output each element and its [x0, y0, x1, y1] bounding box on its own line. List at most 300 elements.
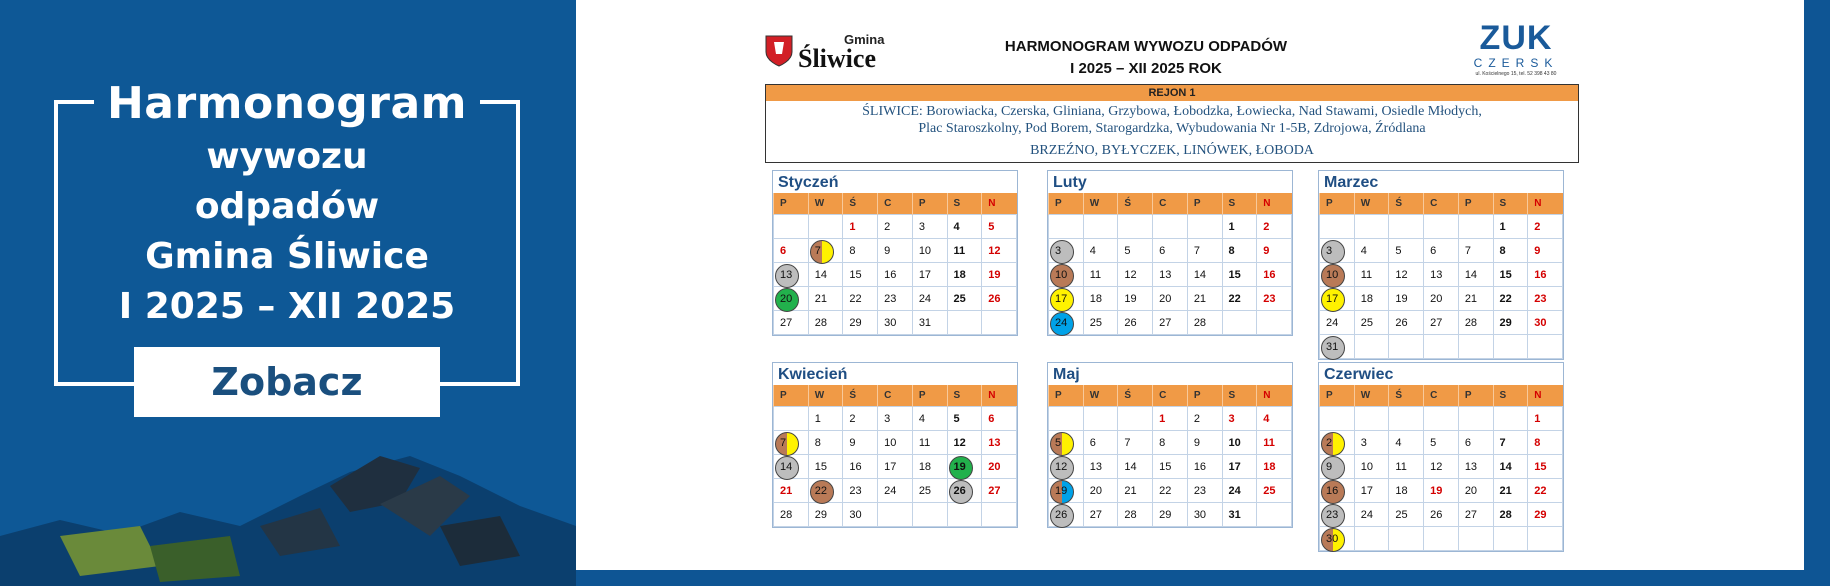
weekday-header: Ś [843, 193, 878, 215]
day-number: 5 [988, 220, 995, 233]
day-number: 23 [1534, 292, 1547, 305]
day-cell [1118, 455, 1153, 479]
day-cell [1049, 479, 1084, 503]
day-number: 22 [814, 484, 827, 497]
day-number: 23 [849, 484, 862, 497]
day-cell [1528, 215, 1563, 239]
day-cell [947, 263, 982, 287]
day-cell [808, 431, 843, 455]
day-cell [1424, 263, 1459, 287]
weekday-header: C [878, 193, 913, 215]
day-cell [878, 287, 913, 311]
day-cell [1118, 503, 1153, 527]
day-number: 18 [1360, 292, 1373, 305]
day-cell [1083, 263, 1118, 287]
day-number: 12 [988, 244, 1001, 257]
day-cell [1257, 479, 1292, 503]
day-number: 4 [953, 220, 960, 233]
day-cell [1222, 407, 1257, 431]
day-cell [912, 407, 947, 431]
weekday-header: W [808, 193, 843, 215]
day-cell [1458, 431, 1493, 455]
month-table [1048, 193, 1292, 335]
day-cell [808, 311, 843, 335]
day-number: 26 [1430, 508, 1443, 521]
weekday-header: P [1458, 385, 1493, 407]
weekday-header: P [774, 385, 809, 407]
day-cell [1458, 407, 1493, 431]
day-cell [1528, 311, 1563, 335]
day-number: 5 [1124, 244, 1131, 257]
day-number: 15 [1534, 460, 1547, 473]
day-cell [1049, 503, 1084, 527]
day-number: 25 [1089, 316, 1102, 329]
day-cell [1493, 479, 1528, 503]
day-number: 17 [1055, 292, 1068, 305]
day-cell [1320, 455, 1355, 479]
day-number: 20 [988, 460, 1001, 473]
day-cell [1354, 527, 1389, 551]
day-number: 10 [1055, 268, 1068, 281]
day-number: 18 [1089, 292, 1102, 305]
day-number: 19 [1124, 292, 1137, 305]
weekday-header: W [1354, 385, 1389, 407]
weekday-header: C [1153, 385, 1188, 407]
day-number: 31 [918, 316, 932, 329]
day-cell [843, 311, 878, 335]
day-number: 13 [1159, 268, 1172, 281]
day-cell [774, 215, 809, 239]
day-cell [1083, 503, 1118, 527]
day-cell [1424, 311, 1459, 335]
month-table [1048, 385, 1292, 527]
day-number: 16 [1326, 484, 1339, 497]
day-cell [1389, 311, 1424, 335]
day-number: 24 [1326, 316, 1339, 329]
day-cell [774, 263, 809, 287]
day-cell [808, 455, 843, 479]
day-number: 7 [780, 436, 787, 449]
day-cell [1493, 287, 1528, 311]
day-number: 30 [1534, 316, 1547, 329]
weekday-header: S [1222, 193, 1257, 215]
day-number: 8 [1534, 436, 1541, 449]
day-cell [1354, 455, 1389, 479]
day-number: 7 [1499, 436, 1506, 449]
day-number: 21 [1464, 292, 1478, 305]
day-number: 16 [884, 268, 897, 281]
day-number: 24 [884, 484, 897, 497]
day-number: 5 [1055, 436, 1062, 449]
day-number: 23 [884, 292, 897, 305]
day-number: 20 [1464, 484, 1478, 497]
day-cell [1424, 527, 1459, 551]
day-cell [1493, 263, 1528, 287]
collection-marker [1050, 432, 1074, 456]
weekday-header: N [1257, 385, 1292, 407]
day-number: 25 [1360, 316, 1373, 329]
streets-line-2: Plac Staroszkolny, Pod Borem, Starogardzka, Wybudowania Nr 1-5B, Zdrojowa, Źródlana [918, 121, 1426, 136]
day-cell [1118, 263, 1153, 287]
day-number: 8 [1228, 244, 1235, 257]
day-cell [1424, 455, 1459, 479]
region-streets [766, 101, 1578, 139]
day-number: 6 [988, 412, 995, 425]
day-number: 27 [780, 316, 793, 329]
crest-icon [764, 34, 794, 68]
weekday-header: P [1458, 193, 1493, 215]
day-number: 25 [1395, 508, 1408, 521]
day-number: 19 [988, 268, 1001, 281]
month-calendar [772, 170, 1018, 336]
region-villages: BRZEŹNO, BYŁYCZEK, LINÓWEK, ŁOBODA [1030, 143, 1314, 158]
day-cell [1320, 407, 1355, 431]
day-cell [1458, 527, 1493, 551]
day-number: 12 [953, 436, 966, 449]
day-cell [1083, 407, 1118, 431]
collection-marker [1050, 240, 1074, 264]
day-cell [1354, 335, 1389, 359]
day-number: 29 [849, 316, 862, 329]
day-cell [1153, 239, 1188, 263]
day-cell [1118, 239, 1153, 263]
day-cell [1320, 215, 1355, 239]
weekday-header: P [1320, 385, 1355, 407]
weekday-header: S [1222, 385, 1257, 407]
day-number: 16 [1193, 460, 1207, 473]
day-number: 18 [1263, 460, 1276, 473]
day-number: 21 [1124, 484, 1137, 497]
day-number: 2 [1263, 220, 1270, 233]
day-cell [1187, 287, 1222, 311]
day-number: 4 [1089, 244, 1096, 257]
day-number: 23 [1263, 292, 1276, 305]
collection-marker [775, 432, 799, 456]
day-cell [1083, 311, 1118, 335]
day-cell [843, 455, 878, 479]
day-cell [1389, 239, 1424, 263]
day-cell [1493, 503, 1528, 527]
month-calendar [1318, 362, 1564, 552]
day-number: 13 [1089, 460, 1102, 473]
document-title [956, 36, 1336, 80]
day-number: 4 [1395, 436, 1402, 449]
weekday-header: W [1354, 193, 1389, 215]
day-cell [1222, 215, 1257, 239]
day-number: 13 [1464, 460, 1478, 473]
day-cell [1049, 215, 1084, 239]
day-cell [1528, 335, 1563, 359]
logo-sliwice-text: Śliwice [798, 44, 876, 73]
day-cell [1320, 239, 1355, 263]
weekday-header: S [1493, 385, 1528, 407]
day-number: 2 [884, 220, 891, 233]
day-cell [808, 263, 843, 287]
day-cell [912, 239, 947, 263]
day-cell [1458, 311, 1493, 335]
bottom-strip [576, 570, 1830, 586]
weekday-header: P [912, 385, 947, 407]
day-number: 23 [1193, 484, 1207, 497]
day-number: 17 [1326, 292, 1339, 305]
day-cell [947, 407, 982, 431]
day-cell [982, 455, 1017, 479]
day-cell [1257, 431, 1292, 455]
day-number: 14 [1499, 460, 1512, 473]
day-number: 18 [953, 268, 966, 281]
banner-headline [60, 76, 514, 332]
day-number: 13 [988, 436, 1001, 449]
day-cell [947, 239, 982, 263]
day-cell [878, 263, 913, 287]
day-cell [1049, 455, 1084, 479]
day-cell [843, 407, 878, 431]
day-cell [1320, 335, 1355, 359]
day-cell [912, 431, 947, 455]
headline-line-3: odpadów [194, 186, 380, 227]
weekday-header: S [947, 385, 982, 407]
day-cell [912, 479, 947, 503]
day-number: 8 [814, 436, 821, 449]
region-label: REJON 1 [766, 85, 1578, 101]
day-number: 10 [918, 244, 932, 257]
day-number: 2 [849, 412, 856, 425]
weekday-header: C [878, 385, 913, 407]
day-number: 5 [953, 412, 960, 425]
day-cell [1257, 455, 1292, 479]
day-number: 8 [1159, 436, 1166, 449]
weekday-header: N [1528, 193, 1563, 215]
day-cell [774, 239, 809, 263]
day-cell [774, 503, 809, 527]
day-number: 14 [1464, 268, 1478, 281]
day-cell [1153, 455, 1188, 479]
weekday-header: C [1424, 385, 1459, 407]
headline-line-5: I 2025 – XII 2025 [118, 286, 456, 327]
banner-panel [0, 0, 576, 586]
day-number: 31 [1228, 508, 1241, 521]
day-number: 3 [884, 412, 891, 425]
day-cell [1049, 287, 1084, 311]
weekday-header: P [912, 193, 947, 215]
headline-line-4: Gmina Śliwice [145, 236, 429, 277]
collection-marker [1321, 456, 1345, 480]
day-number: 16 [849, 460, 862, 473]
day-number: 20 [1089, 484, 1102, 497]
day-number: 7 [1124, 436, 1131, 449]
headline-line-2: wywozu [206, 136, 368, 177]
day-cell [1493, 311, 1528, 335]
day-cell [1354, 287, 1389, 311]
weekday-header: W [1083, 385, 1118, 407]
weekday-header: P [1049, 385, 1084, 407]
day-cell [1389, 287, 1424, 311]
weekday-header: Ś [1118, 193, 1153, 215]
month-table [773, 385, 1017, 527]
day-cell [1389, 215, 1424, 239]
day-cell [1424, 215, 1459, 239]
day-number: 2 [1326, 436, 1333, 449]
day-number: 1 [1534, 412, 1541, 425]
day-cell [982, 311, 1017, 335]
collection-marker [1321, 240, 1345, 264]
day-cell [1257, 263, 1292, 287]
day-number: 15 [1228, 268, 1241, 281]
day-number: 1 [1499, 220, 1506, 233]
day-cell [774, 431, 809, 455]
day-cell [1222, 455, 1257, 479]
weekday-header: P [1049, 193, 1084, 215]
day-cell [1118, 431, 1153, 455]
weekday-header: N [982, 193, 1017, 215]
day-number: 13 [780, 268, 793, 281]
day-cell [1222, 431, 1257, 455]
day-cell [982, 239, 1017, 263]
day-cell [1493, 335, 1528, 359]
day-cell [878, 503, 913, 527]
day-number: 29 [1499, 316, 1512, 329]
day-cell [878, 407, 913, 431]
day-number: 30 [849, 508, 862, 521]
day-cell [1187, 407, 1222, 431]
day-cell [1354, 239, 1389, 263]
day-cell [1354, 407, 1389, 431]
day-number: 21 [780, 484, 793, 497]
day-cell [1049, 431, 1084, 455]
day-number: 13 [1430, 268, 1443, 281]
day-number: 24 [1360, 508, 1373, 521]
day-number: 4 [918, 412, 925, 425]
day-cell [774, 455, 809, 479]
day-cell [843, 239, 878, 263]
day-number: 28 [1499, 508, 1512, 521]
day-number: 10 [1228, 436, 1241, 449]
day-cell [843, 431, 878, 455]
day-cell [1257, 311, 1292, 335]
zobacz-button[interactable]: Zobacz [134, 347, 440, 417]
day-cell [1354, 503, 1389, 527]
day-cell [912, 503, 947, 527]
day-cell [1222, 479, 1257, 503]
day-cell [1389, 479, 1424, 503]
day-number: 3 [918, 220, 925, 233]
day-number: 22 [1534, 484, 1547, 497]
day-cell [878, 215, 913, 239]
day-number: 9 [1326, 460, 1333, 473]
day-cell [947, 479, 982, 503]
waste-illustration [0, 416, 576, 586]
day-cell [1354, 431, 1389, 455]
day-cell [878, 311, 913, 335]
streets-line-1: ŚLIWICE: Borowiacka, Czerska, Gliniana, Grzybowa, Łobodzka, Łowiecka, Nad Stawami, Osiedle Młodych, [862, 104, 1482, 119]
day-cell [1528, 479, 1563, 503]
day-cell [912, 263, 947, 287]
day-cell [1153, 503, 1188, 527]
day-number: 4 [1263, 412, 1270, 425]
day-number: 28 [1193, 316, 1207, 329]
day-number: 2 [1193, 412, 1200, 425]
day-number: 1 [1159, 412, 1166, 425]
region-box [765, 84, 1579, 163]
day-cell [1320, 311, 1355, 335]
day-cell [878, 479, 913, 503]
day-cell [1458, 215, 1493, 239]
day-cell [1153, 431, 1188, 455]
day-cell [947, 311, 982, 335]
day-number: 6 [780, 244, 787, 257]
day-cell [1493, 431, 1528, 455]
day-number: 20 [780, 292, 793, 305]
day-number: 14 [814, 268, 827, 281]
weekday-header: W [1083, 193, 1118, 215]
day-number: 28 [1464, 316, 1478, 329]
day-cell [1493, 239, 1528, 263]
weekday-header: C [1424, 193, 1459, 215]
day-cell [1424, 239, 1459, 263]
weekday-header: N [982, 385, 1017, 407]
collection-marker [1321, 432, 1345, 456]
day-cell [1458, 335, 1493, 359]
day-cell [843, 263, 878, 287]
day-number: 28 [780, 508, 793, 521]
day-cell [1458, 263, 1493, 287]
gmina-sliwice-logo [764, 30, 904, 74]
day-number: 12 [1395, 268, 1408, 281]
day-number: 26 [988, 292, 1001, 305]
day-cell [774, 407, 809, 431]
day-cell [1389, 263, 1424, 287]
day-number: 10 [884, 436, 897, 449]
day-cell [1257, 239, 1292, 263]
day-number: 15 [849, 268, 862, 281]
day-cell [774, 479, 809, 503]
day-cell [1083, 287, 1118, 311]
day-number: 16 [1263, 268, 1276, 281]
day-cell [1153, 479, 1188, 503]
month-name: Kwiecień [778, 366, 848, 383]
day-number: 19 [953, 460, 966, 473]
day-cell [808, 407, 843, 431]
month-name: Styczeń [778, 174, 839, 191]
day-number: 12 [1055, 460, 1068, 473]
day-number: 30 [884, 316, 897, 329]
day-cell [1049, 311, 1084, 335]
month-name: Czerwiec [1324, 366, 1394, 383]
day-number: 9 [1263, 244, 1270, 257]
day-number: 5 [1430, 436, 1437, 449]
day-number: 4 [1360, 244, 1367, 257]
day-cell [1153, 263, 1188, 287]
day-number: 27 [988, 484, 1001, 497]
day-cell [912, 287, 947, 311]
day-cell [1153, 287, 1188, 311]
month-name: Marzec [1324, 174, 1379, 191]
day-number: 9 [849, 436, 856, 449]
day-number: 6 [1089, 436, 1096, 449]
day-cell [1354, 311, 1389, 335]
day-number: 3 [1360, 436, 1367, 449]
weekday-header: S [1493, 193, 1528, 215]
logo-address-text: ul. Kościelnego 15, tel. 52 398 43 80 [1475, 71, 1557, 77]
day-number: 30 [1326, 532, 1339, 545]
day-cell [1354, 215, 1389, 239]
day-cell [1424, 479, 1459, 503]
weekday-header: P [1187, 193, 1222, 215]
day-cell [1389, 335, 1424, 359]
weekday-header: Ś [1389, 385, 1424, 407]
logo-czersk-text: CZERSK [1473, 56, 1559, 70]
weekday-header: S [947, 193, 982, 215]
